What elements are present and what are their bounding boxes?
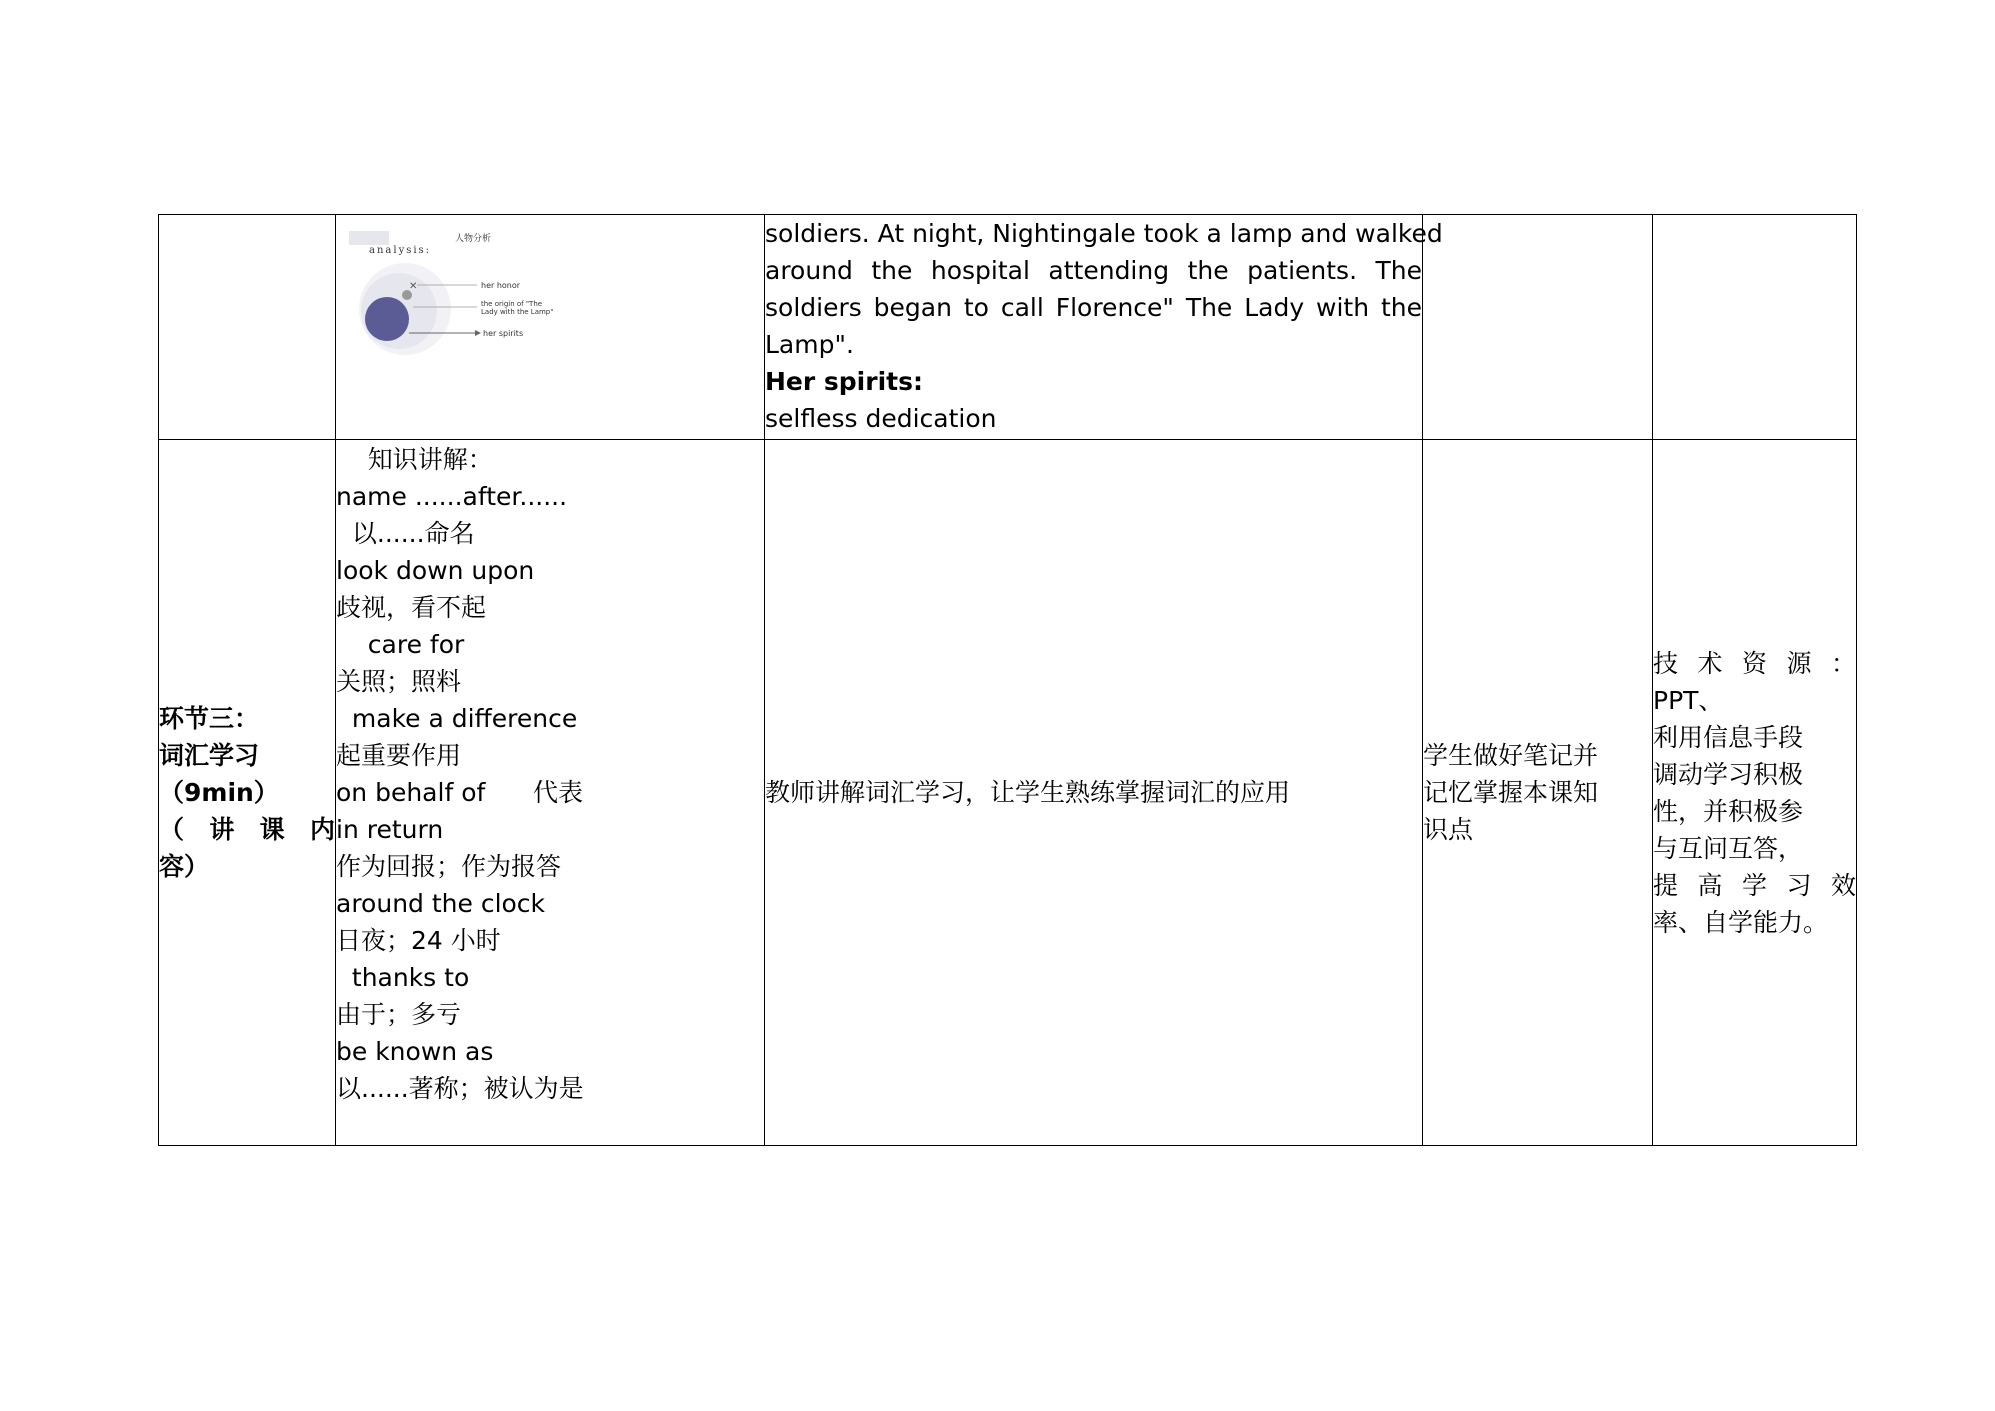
teacher-activity-cell [765,440,1423,1146]
vocab-line: make a difference [336,704,578,733]
resource-line: PPT、 [1653,685,1724,715]
resource-line: 与互问互答， [1653,833,1804,863]
table-row [159,440,1857,1146]
vocab-cell [336,440,765,1146]
student-activity-cell [1423,440,1653,1146]
vocab-line: 日夜；24 小时 [336,926,501,955]
resource-cell [1653,440,1857,1146]
student-activity-line: 记忆掌握本课知 [1423,778,1599,807]
lesson-plan-table [158,214,1857,1146]
student-activity-line: 学生做好笔记并 [1423,741,1599,770]
story-line: soldiers. At night, Nightingale took a lamp and walked [765,219,1443,248]
story-line: around the hospital attending the patients. The [765,256,1422,285]
vocab-line: 以......命名 [336,519,475,548]
slide-label-spirits: her spirits [483,329,524,338]
teacher-activity: 教师讲解词汇学习，让学生熟练掌握词汇的应用 [765,778,1291,807]
vocab-line: 起重要作用 [336,741,462,770]
slide-label-origin-1: the origin of "The [481,300,543,308]
vocab-line: 由于；多亏 [336,1000,462,1029]
vocab-line: 知识讲解： [336,445,493,474]
slide-cell [336,215,765,440]
vocab-line: 关照；照料 [336,667,462,696]
table-row [159,215,1857,440]
stage-line: （9min） [159,778,279,807]
resource-line: 调动学习积极 [1653,759,1804,789]
resource-line: 技 术 资 源 ： [1653,648,1856,678]
resource-line: 利用信息手段 [1653,722,1804,752]
stage-line: 词汇学习 [159,741,260,770]
slide-label-honor: her honor [481,281,521,290]
story-line: soldiers began to call Florence" The Lady with the [765,293,1422,322]
stage-line: 环节三： [159,704,260,733]
story-line: Lamp". [765,330,854,359]
cross-icon: ✕ [409,281,418,292]
stage-cell [159,440,336,1146]
stage-cell-empty [159,215,336,440]
dark-circle-icon [365,297,409,341]
vocab-line: name ......after...... [336,482,568,511]
student-activity-line: 识点 [1423,815,1474,844]
resource-cell-empty [1653,215,1857,440]
vocab-line: around the clock [336,889,546,918]
slide-label-origin-2: Lady with the Lamp" [481,308,554,316]
story-text-cell [765,215,1443,440]
vocab-line: on behalf of 代表 [336,778,583,807]
resource-line: 提 高 学 习 效 [1653,870,1856,900]
resource-line: 性，并积极参 [1653,796,1804,826]
vocab-line: thanks to [336,963,470,992]
vocab-line: be known as [336,1037,494,1066]
student-cell-empty [1423,215,1653,440]
spirits-heading: Her spirits: [765,367,923,396]
slide-title: 人物分析 [455,234,492,244]
vocab-line: 作为回报；作为报答 [336,852,562,881]
vocab-line: 以......著称；被认为是 [336,1074,584,1103]
vocab-line: in return [336,815,444,844]
spirits-text: selfless dedication [765,404,997,433]
character-analysis-slide [347,229,593,375]
vocab-line: care for [336,630,465,659]
vocab-line: 歧视，看不起 [336,593,487,622]
vocab-line: look down upon [336,556,535,585]
stage-line: （ 讲 课 内 [159,815,335,844]
resource-line: 率、自学能力。 [1653,907,1829,937]
slide-heading: analysis: [369,245,432,256]
stage-line: 容） [159,852,210,881]
